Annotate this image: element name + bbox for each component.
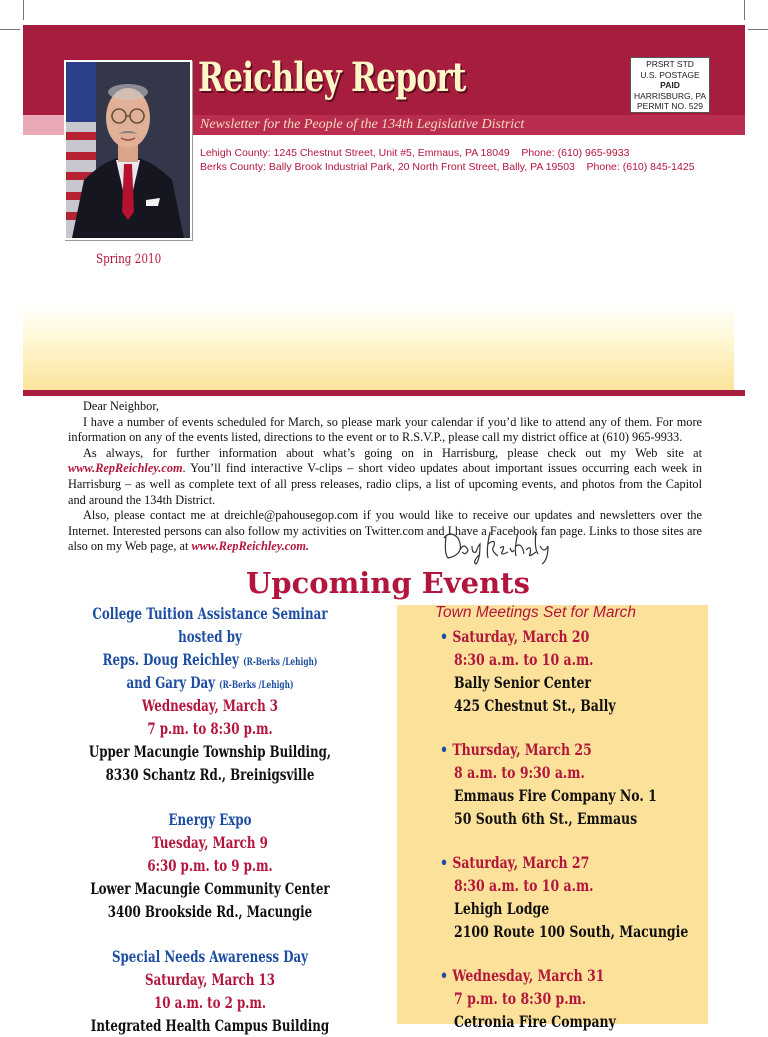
letter-text: . You’ll find interactive V-clips – short video updates about important issues occurring each week in Harrisburg – as well as complete text of all press releases, radio clips, a list of upcoming events, and photos from the Capitol and around the 134th District. bbox=[68, 461, 702, 507]
newsletter-title: Reichley Report bbox=[198, 54, 466, 101]
website-link[interactable]: www.RepReichley.com. bbox=[191, 539, 310, 554]
events-heading: Upcoming Events bbox=[246, 566, 530, 600]
bullet-icon: • bbox=[440, 740, 448, 759]
meeting-date: Saturday, March 20 bbox=[452, 627, 590, 646]
letter-paragraph bbox=[68, 508, 702, 555]
host-party: (R-Berks /Lehigh) bbox=[219, 680, 294, 691]
spacer bbox=[40, 786, 380, 808]
meeting-address: 50 South 6th St., Emmaus bbox=[454, 809, 638, 828]
meeting-date: Saturday, March 27 bbox=[452, 853, 590, 872]
event-time: 7 p.m. to 8:30 p.m. bbox=[147, 719, 273, 738]
office-address-lehigh: Lehigh County: 1245 Chestnut Street, Unit #5, Emmaus, PA 18049 Phone: (610) 965-9933 bbox=[200, 147, 630, 159]
meeting-venue: Cetronia Fire Company bbox=[454, 1012, 616, 1031]
representative-portrait bbox=[64, 60, 192, 240]
event-time: 6:30 p.m. to 9 p.m. bbox=[147, 856, 273, 875]
meeting-time: 8:30 a.m. to 10 a.m. bbox=[454, 650, 594, 669]
event-venue: Lower Macungie Community Center bbox=[90, 879, 330, 898]
issue-season: Spring 2010 bbox=[96, 252, 162, 267]
event-venue: Integrated Health Campus Building bbox=[90, 1016, 330, 1035]
host-name: and Gary Day bbox=[126, 673, 216, 692]
events-column bbox=[40, 602, 380, 1037]
meeting-time: 7 p.m. to 8:30 p.m. bbox=[454, 989, 587, 1008]
letter-salutation: Dear Neighbor, bbox=[83, 399, 159, 413]
event-title: Energy Expo bbox=[168, 810, 252, 829]
crop-mark bbox=[748, 29, 768, 30]
meeting-date-line bbox=[440, 851, 688, 874]
website-link[interactable]: www.RepReichley.com bbox=[68, 461, 183, 476]
postage-line: PERMIT NO. 529 bbox=[637, 101, 703, 111]
town-meeting-item bbox=[440, 625, 616, 717]
signature bbox=[440, 524, 560, 571]
postage-line: HARRISBURG, PA bbox=[633, 90, 707, 101]
crop-mark bbox=[0, 29, 20, 30]
meeting-venue: Bally Senior Center bbox=[454, 673, 591, 692]
event-title: College Tuition Assistance Seminar bbox=[92, 604, 328, 623]
meeting-date: Thursday, March 25 bbox=[452, 740, 592, 759]
event-hosted-by: hosted by bbox=[178, 627, 242, 646]
town-meeting-item bbox=[440, 738, 657, 830]
postage-indicia bbox=[630, 57, 710, 113]
letter-text: Also, please contact me at dreichle@pahousegop.com if you would like to receive our updates and newsletters over the Internet. Interested persons can also follow my activities on Twitter.com and I have a Facebook fan page. Links to those sites are also on my Web page, at bbox=[68, 508, 702, 554]
town-meetings-title: Town Meetings Set for March bbox=[435, 604, 637, 621]
crop-mark bbox=[744, 0, 745, 20]
letter-body bbox=[68, 399, 702, 555]
event-venue: Upper Macungie Township Building, bbox=[88, 742, 332, 761]
meeting-time: 8 a.m. to 9:30 a.m. bbox=[454, 763, 585, 782]
letter-paragraph bbox=[68, 446, 702, 508]
letter-text: As always, for further information about what’s going on in Harrisburg, please check out my Web site at bbox=[83, 445, 702, 460]
meeting-date-line bbox=[440, 625, 616, 648]
bullet-icon: • bbox=[440, 853, 448, 872]
postage-line: PRSRT STD bbox=[646, 59, 694, 69]
meeting-date: Wednesday, March 31 bbox=[452, 966, 605, 985]
meeting-date-line bbox=[440, 738, 657, 761]
meeting-venue: Emmaus Fire Company No. 1 bbox=[454, 786, 657, 805]
portrait-illustration bbox=[66, 62, 190, 238]
postage-line: PAID bbox=[660, 80, 680, 90]
spacer bbox=[40, 923, 380, 945]
decorative-gradient-band bbox=[23, 305, 734, 391]
section-divider bbox=[23, 390, 745, 396]
event-date: Wednesday, March 3 bbox=[141, 696, 279, 715]
bullet-icon: • bbox=[440, 627, 448, 646]
town-meeting-item bbox=[440, 964, 616, 1033]
meeting-address: 2100 Route 100 South, Macungie bbox=[454, 922, 689, 941]
event-host bbox=[84, 671, 336, 694]
event-date: Saturday, March 13 bbox=[145, 970, 275, 989]
postage-line: U.S. POSTAGE bbox=[640, 69, 700, 80]
meeting-address: 425 Chestnut St., Bally bbox=[454, 696, 616, 715]
event-host bbox=[84, 648, 336, 671]
host-name: Reps. Doug Reichley bbox=[102, 650, 239, 669]
bullet-icon: • bbox=[440, 966, 448, 985]
meeting-venue: Lehigh Lodge bbox=[454, 899, 550, 918]
event-address: 8330 Schantz Rd., Breinigsville bbox=[105, 765, 315, 784]
meeting-date-line bbox=[440, 964, 616, 987]
office-address-berks: Berks County: Bally Brook Industrial Park, 20 North Front Street, Bally, PA 19503 Phone: (610) 845-1425 bbox=[200, 161, 695, 173]
meeting-time: 8:30 a.m. to 10 a.m. bbox=[454, 876, 594, 895]
newsletter-tagline: Newsletter for the People of the 134th Legislative District bbox=[200, 117, 525, 132]
host-party: (R-Berks /Lehigh) bbox=[243, 657, 318, 668]
letter-paragraph: I have a number of events scheduled for March, so please mark your calendar if you’d like to attend any of them. For more information on any of the events listed, directions to the event or to R.S.V.P., please call my district office at (610) 965-9933. bbox=[68, 414, 702, 445]
event-title: Special Needs Awareness Day bbox=[111, 947, 309, 966]
event-address: 3400 Brookside Rd., Macungie bbox=[107, 902, 313, 921]
crop-mark bbox=[23, 0, 24, 20]
signature-drawing bbox=[440, 524, 560, 566]
event-date: Tuesday, March 9 bbox=[152, 833, 268, 852]
event-time: 10 a.m. to 2 p.m. bbox=[153, 993, 267, 1012]
town-meeting-item bbox=[440, 851, 688, 943]
